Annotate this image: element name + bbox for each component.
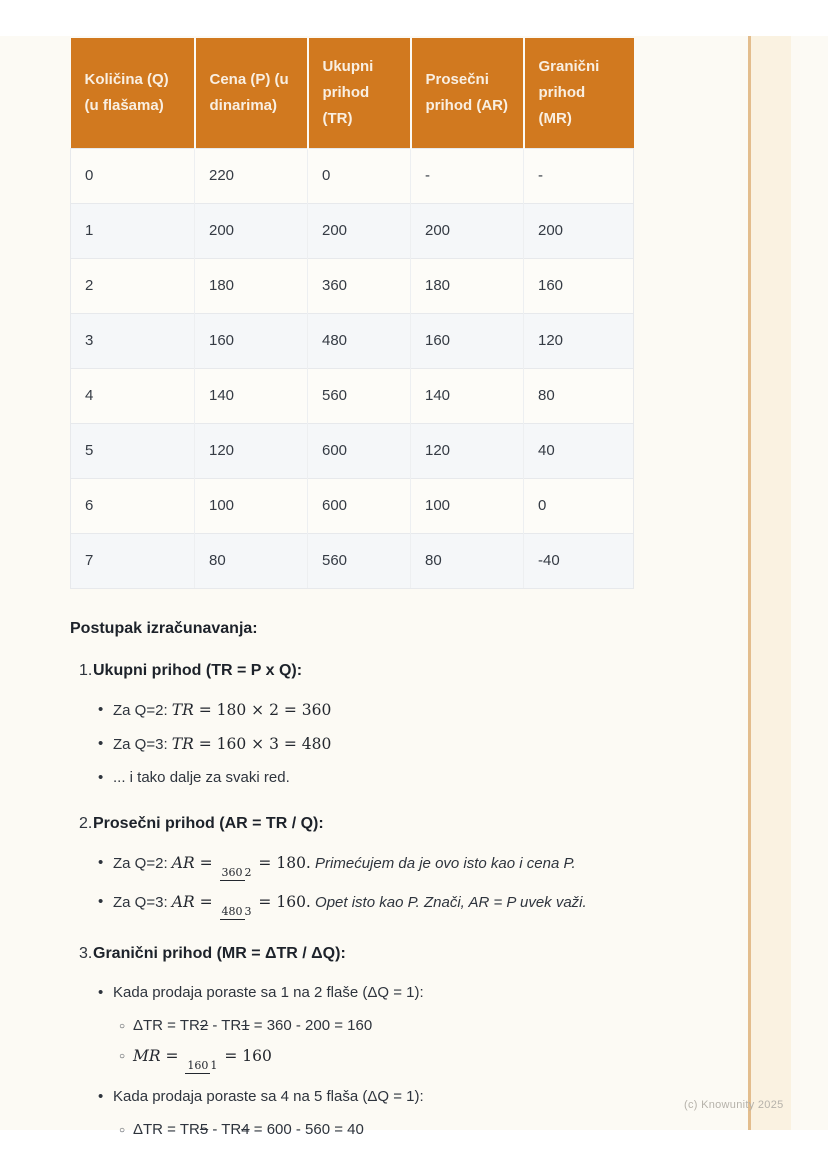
table-cell: 120: [411, 423, 524, 478]
text-segment: Za Q=2:: [113, 855, 172, 872]
table-cell: 220: [195, 148, 308, 203]
text-segment: 4: [241, 1121, 250, 1139]
fraction-denominator: 3: [244, 904, 252, 918]
fraction-denominator: 2: [244, 866, 252, 879]
text-segment: ΔTR = TR: [133, 1121, 200, 1139]
bullet-item: [70, 1086, 710, 1108]
watermark: (c) Knowunity 2025: [684, 1099, 784, 1111]
table-cell: 200: [308, 203, 411, 258]
text-segment: AR: [171, 892, 195, 911]
text-segment: AR: [171, 854, 195, 872]
text-segment: Primećujem da je ovo isto kao i cena P.: [310, 855, 576, 872]
table-cell: 140: [195, 368, 308, 423]
math-fraction: [220, 863, 252, 880]
bullet-group: [70, 852, 710, 880]
table-cell: 5: [71, 423, 195, 478]
text-segment: = 160 × 3 = 480: [193, 735, 332, 753]
table-cell: 40: [524, 423, 634, 478]
sub-bullet-item: [70, 1015, 710, 1037]
bullet-text: [113, 1088, 424, 1105]
bullet-group: [70, 891, 710, 919]
calculation-list: [70, 660, 710, 1141]
table-cell: 3: [71, 313, 195, 368]
calculation-section: [70, 620, 710, 1165]
sub-bullet-marker: ○: [119, 1020, 126, 1032]
bullet-item: [70, 982, 710, 1004]
text-segment: = 360 - 200 = 160: [249, 1016, 373, 1034]
table-cell: -40: [524, 533, 634, 588]
table-cell: 480: [308, 313, 411, 368]
list-title: Granični prihod (MR = ΔTR / ΔQ):: [93, 944, 346, 962]
text-segment: = 600 - 560 = 40: [249, 1121, 364, 1139]
column-header: Granični prihod (MR): [524, 38, 634, 148]
page-edge-band: [751, 36, 791, 1130]
bullet-item: [70, 733, 710, 756]
table-cell: 0: [524, 478, 634, 533]
table-cell: 2: [71, 258, 195, 313]
bullet-marker: •: [98, 854, 104, 871]
bullet-group: [70, 1086, 710, 1141]
table-cell: -: [524, 148, 634, 203]
bullet-marker: •: [98, 983, 104, 1001]
column-header: Prosečni prihod (AR): [411, 38, 524, 148]
table-cell: 4: [71, 368, 195, 423]
column-header: Cena (P) (u dinarima): [195, 38, 308, 148]
sub-bullet-marker: ○: [119, 1125, 126, 1137]
list-number: 2.: [79, 815, 93, 832]
table-cell: 100: [195, 478, 308, 533]
bullet-group: [70, 699, 710, 722]
table-cell: 80: [524, 368, 634, 423]
list-number: 1.: [79, 662, 93, 679]
table-cell: 120: [524, 313, 634, 368]
table-cell: 7: [71, 533, 195, 588]
sub-bullet-text: [133, 1046, 272, 1072]
bullet-text: [113, 892, 587, 918]
fraction-denominator: 1: [210, 1058, 218, 1072]
list-title-row: [70, 813, 710, 835]
list-number: 3.: [79, 944, 93, 962]
table-cell: 6: [71, 478, 195, 533]
text-segment: TR: [171, 735, 194, 753]
sub-bullet-marker: ○: [119, 1050, 126, 1062]
list-item: [70, 660, 710, 789]
table-cell: 1: [71, 203, 195, 258]
table-cell: 80: [195, 533, 308, 588]
bullet-marker: •: [98, 735, 104, 752]
text-segment: TR: [171, 701, 194, 719]
bullet-item: [70, 891, 710, 919]
bullet-item: [70, 852, 710, 880]
sub-bullet-text: [133, 1017, 372, 1034]
bullet-group: [70, 767, 710, 789]
table-cell: 360: [308, 258, 411, 313]
list-item: [70, 943, 710, 1142]
table-body: [71, 148, 634, 588]
bullet-text: [113, 702, 331, 719]
text-segment: 1: [241, 1016, 250, 1034]
table-cell: 600: [308, 423, 411, 478]
list-title: Ukupni prihod (TR = P x Q):: [93, 662, 303, 679]
text-segment: =: [160, 1046, 184, 1065]
table-cell: 160: [411, 313, 524, 368]
revenue-table: [70, 38, 634, 589]
table-header-row: [71, 38, 634, 148]
text-segment: Za Q=2:: [113, 702, 172, 719]
text-segment: = 180 × 2 = 360: [193, 701, 332, 719]
sub-bullet-item: [70, 1119, 710, 1141]
text-segment: MR: [133, 1046, 161, 1065]
text-segment: Za Q=3:: [113, 736, 172, 753]
text-segment: ΔTR = TR: [133, 1016, 200, 1034]
bullet-text: [113, 769, 290, 786]
bullet-marker: •: [98, 701, 104, 718]
table-header: [71, 38, 634, 148]
fraction-numerator: 480: [221, 904, 243, 918]
text-segment: = 160: [219, 1046, 272, 1065]
bullet-group: [70, 733, 710, 756]
table-cell: 160: [524, 258, 634, 313]
table-row: [71, 533, 634, 588]
text-segment: Za Q=3:: [113, 893, 172, 911]
text-segment: = 180.: [253, 854, 311, 872]
table-row: [71, 203, 634, 258]
table-cell: 200: [524, 203, 634, 258]
bullet-group: [70, 982, 710, 1073]
fraction-numerator: 160: [187, 1058, 209, 1072]
table-row: [71, 313, 634, 368]
table-cell: 0: [308, 148, 411, 203]
table-cell: 600: [308, 478, 411, 533]
text-segment: =: [194, 854, 218, 872]
table-row: [71, 423, 634, 478]
bullet-text: [113, 984, 424, 1001]
text-segment: 2: [199, 1016, 209, 1034]
bullet-text: [113, 736, 331, 753]
table-row: [71, 368, 634, 423]
bullet-item: [70, 767, 710, 789]
list-title-row: [70, 660, 710, 682]
table-cell: 160: [195, 313, 308, 368]
fraction-numerator: 360: [221, 866, 243, 879]
table-row: [71, 478, 634, 533]
table-cell: 180: [411, 258, 524, 313]
column-header: Količina (Q) (u flašama): [71, 38, 195, 148]
table-cell: 200: [411, 203, 524, 258]
table-cell: 0: [71, 148, 195, 203]
text-segment: - TR: [208, 1016, 242, 1034]
table-cell: 180: [195, 258, 308, 313]
list-title-row: [70, 943, 710, 965]
sub-bullet-text: [133, 1121, 364, 1138]
text-segment: ... i tako dalje za svaki red.: [113, 769, 290, 786]
bullet-item: [70, 699, 710, 722]
sub-bullet-item: [70, 1045, 710, 1073]
table-cell: 100: [411, 478, 524, 533]
math-fraction: [185, 1056, 217, 1073]
list-title: Prosečni prihod (AR = TR / Q):: [93, 815, 324, 832]
table-row: [71, 258, 634, 313]
section-heading: Postupak izračunavanja:: [70, 620, 258, 637]
text-segment: = 160.: [253, 892, 311, 911]
bullet-text: [113, 854, 576, 879]
table-cell: 80: [411, 533, 524, 588]
table-cell: 560: [308, 533, 411, 588]
text-segment: =: [194, 892, 218, 911]
text-segment: Kada prodaja poraste sa 4 na 5 flaša (ΔQ = 1):: [113, 1088, 424, 1106]
table-cell: 140: [411, 368, 524, 423]
table-cell: -: [411, 148, 524, 203]
bullet-marker: •: [98, 769, 104, 786]
table-row: [71, 148, 634, 203]
text-segment: Kada prodaja poraste sa 1 na 2 flaše (ΔQ = 1):: [113, 983, 424, 1001]
list-item: [70, 813, 710, 919]
text-segment: - TR: [208, 1121, 242, 1139]
table-cell: 200: [195, 203, 308, 258]
text-segment: Opet isto kao P. Znači, AR = P uvek važi.: [310, 893, 587, 911]
table-cell: 560: [308, 368, 411, 423]
math-fraction: [220, 902, 252, 919]
text-segment: 5: [199, 1121, 209, 1139]
bullet-marker: •: [98, 892, 104, 910]
bullet-marker: •: [98, 1088, 104, 1106]
column-header: Ukupni prihod (TR): [308, 38, 411, 148]
table-cell: 120: [195, 423, 308, 478]
